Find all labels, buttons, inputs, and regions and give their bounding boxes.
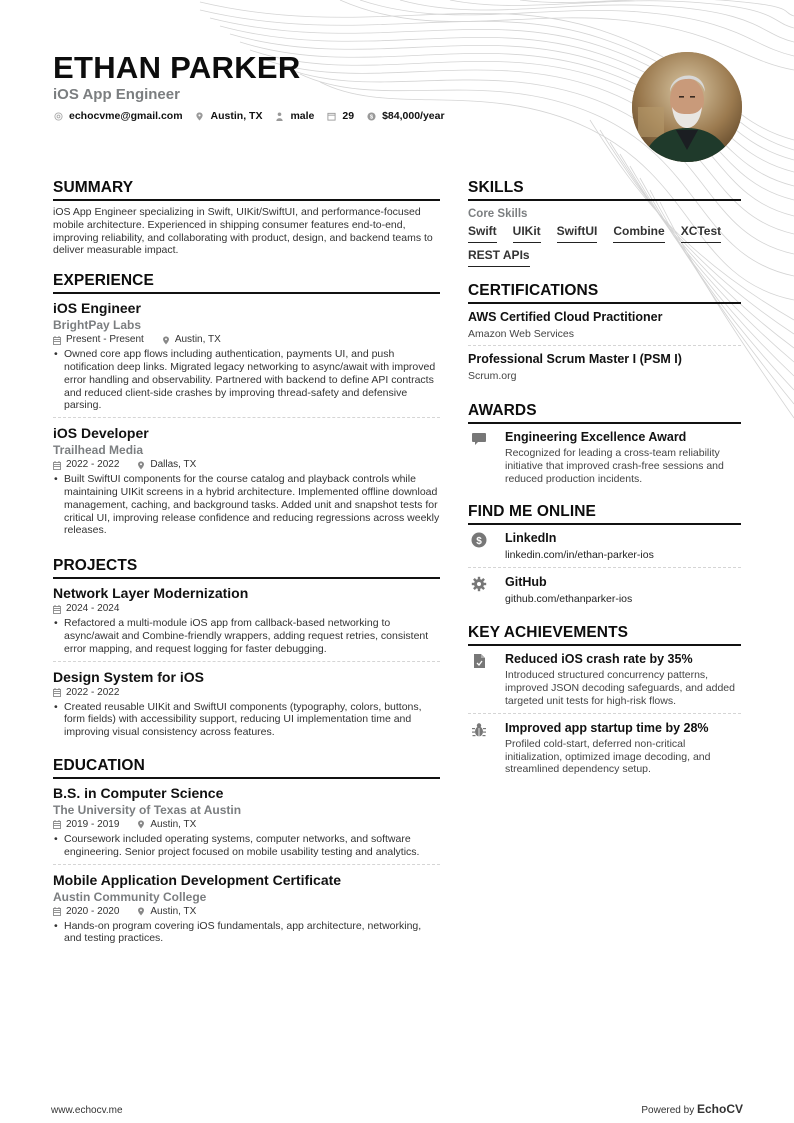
- education-section: [53, 756, 440, 950]
- education-location: Austin, TX: [150, 818, 197, 830]
- education-meta: [53, 906, 440, 918]
- speech-bubble-icon: [468, 429, 505, 485]
- gender-value: male: [290, 110, 315, 122]
- company-name: Trailhead Media: [53, 443, 144, 458]
- skill-tag: Swift: [468, 223, 497, 243]
- education-entry: [53, 784, 440, 865]
- projects-heading: PROJECTS: [53, 556, 440, 579]
- project-meta: [53, 687, 440, 699]
- summary-text: iOS App Engineer specializing in Swift, UIKit/SwiftUI, and performance-focused mobile architecture. Experienced in shipping consumer features end-to-end, improving reliability, and collaborating with product, design, and backend teams to deliver measurable impact.: [53, 206, 433, 257]
- job-location: Dallas, TX: [150, 459, 197, 471]
- job-title: iOS Engineer: [53, 300, 141, 317]
- project-entry: [53, 584, 440, 661]
- bullet-item: • Created reusable UIKit and SwiftUI components (typography, colors, buttons, form fields) with accessibility support, reducing UI implementation time and improving visual consistency across features.: [53, 701, 440, 739]
- certifications-heading: CERTIFICATIONS: [468, 281, 741, 304]
- experience-entry: [53, 299, 440, 418]
- job-meta: [53, 334, 440, 346]
- certification-entry: [468, 351, 741, 387]
- svg-text:$: $: [476, 536, 482, 548]
- project-bullets: [53, 701, 440, 739]
- achievement-description: Profiled cold-start, deferred non-critical initialization, optimized image decoding, and streamlined dependency setup.: [505, 737, 711, 776]
- awards-section: [468, 401, 741, 490]
- location-pin-icon: [137, 820, 145, 829]
- job-location: Austin, TX: [174, 334, 221, 346]
- person-icon: [274, 111, 284, 121]
- company-name: BrightPay Labs: [53, 318, 142, 333]
- powered-by-label: Powered by: [641, 1105, 695, 1116]
- online-profile-github[interactable]: [468, 574, 741, 611]
- profile-photo: [632, 52, 742, 162]
- calendar-icon: [53, 907, 61, 916]
- school-name: Austin Community College: [53, 889, 207, 904]
- calendar-icon: [326, 111, 336, 121]
- project-title: Network Layer Modernization: [53, 585, 249, 602]
- education-meta: [53, 819, 440, 831]
- project-bullets: [53, 617, 440, 655]
- right-column: [468, 178, 741, 791]
- skill-tag: Combine: [613, 223, 664, 243]
- achievement-title: Reduced iOS crash rate by 35%: [505, 652, 693, 667]
- education-heading: EDUCATION: [53, 756, 440, 779]
- education-dates: 2019 - 2019: [66, 818, 120, 830]
- education-bullets: [53, 833, 440, 859]
- at-icon: [53, 111, 63, 121]
- svg-text:$: $: [369, 114, 373, 121]
- skills-section: [468, 178, 741, 267]
- profile-url[interactable]: github.com/ethanparker-ios: [505, 593, 633, 606]
- salary-value: $84,000/year: [382, 110, 445, 122]
- bullet-item: • Owned core app flows including authentication, payments UI, and push notification deep links. Migrated legacy networking to async/await with improved error handling and observability. Partnered with backend to define API contracts and reduced client-side crashes by improving thread-safety and defensive parsing.: [53, 348, 440, 412]
- age-value: 29: [342, 110, 355, 122]
- award-title: Engineering Excellence Award: [505, 430, 687, 444]
- summary-section: [53, 178, 440, 257]
- resume-header: [53, 50, 613, 122]
- location-value: Austin, TX: [210, 110, 263, 122]
- job-dates: 2022 - 2022: [66, 459, 120, 471]
- experience-section: [53, 271, 440, 542]
- skills-heading: SKILLS: [468, 178, 741, 201]
- location-pin-icon: [137, 907, 145, 916]
- skill-tag: SwiftUI: [557, 223, 598, 243]
- meta-location: [195, 110, 263, 122]
- calendar-icon: [53, 605, 61, 614]
- candidate-title: iOS App Engineer: [53, 86, 180, 103]
- project-meta: [53, 603, 440, 615]
- calendar-icon: [53, 688, 61, 697]
- certification-issuer: Scrum.org: [468, 370, 517, 382]
- calendar-icon: [53, 820, 61, 829]
- certification-name: AWS Certified Cloud Practitioner: [468, 310, 663, 324]
- degree-title: Mobile Application Development Certificate: [53, 871, 342, 888]
- job-title: iOS Developer: [53, 425, 149, 442]
- achievement-entry: [468, 651, 741, 713]
- certification-name: Professional Scrum Master I (PSM I): [468, 352, 682, 366]
- project-entry: [53, 668, 440, 744]
- online-profile-linkedin[interactable]: [468, 530, 741, 568]
- meta-email[interactable]: [53, 110, 183, 122]
- gear-icon: [468, 574, 505, 606]
- summary-heading: SUMMARY: [53, 178, 440, 201]
- award-entry: [468, 429, 741, 490]
- location-pin-icon: [162, 336, 170, 345]
- projects-section: [53, 556, 440, 744]
- job-bullets: [53, 348, 440, 412]
- education-entry: [53, 871, 440, 951]
- dollar-circle-icon: [366, 111, 376, 121]
- bullet-item: • Built SwiftUI components for the course catalog and playback controls while maintaining UIKit screens in a hybrid architecture. Implemented offline download management, caching, and background tasks. Added unit and snapshot tests for critical UI, improving release confidence and reducing regressions across weekly releases.: [53, 473, 440, 537]
- job-dates: Present - Present: [66, 334, 144, 346]
- skills-list: [468, 223, 741, 267]
- project-dates: 2022 - 2022: [66, 686, 120, 698]
- meta-salary: [366, 110, 444, 122]
- location-pin-icon: [195, 111, 205, 121]
- online-section: [468, 502, 741, 611]
- awards-heading: AWARDS: [468, 401, 741, 424]
- online-heading: FIND ME ONLINE: [468, 502, 741, 525]
- file-check-icon: [468, 651, 505, 707]
- calendar-icon: [53, 461, 61, 470]
- skill-tag: REST APIs: [468, 247, 530, 267]
- certifications-section: [468, 281, 741, 387]
- education-bullets: [53, 920, 440, 946]
- meta-age: [326, 110, 354, 122]
- education-location: Austin, TX: [150, 905, 197, 917]
- school-name: The University of Texas at Austin: [53, 802, 242, 817]
- profile-url[interactable]: linkedin.com/in/ethan-parker-ios: [505, 549, 654, 562]
- award-description: Recognized for leading a cross-team reliability initiative that improved crash-free sessions and reduced production incidents.: [505, 447, 724, 485]
- degree-title: B.S. in Computer Science: [53, 784, 224, 801]
- location-pin-icon: [137, 461, 145, 470]
- skills-group-label: Core Skills: [468, 208, 528, 220]
- certification-issuer: Amazon Web Services: [468, 328, 575, 340]
- bullet-item: • Hands-on program covering iOS fundamentals, app architecture, networking, and testing practices.: [53, 920, 440, 946]
- calendar-icon: [53, 336, 61, 345]
- job-bullets: [53, 473, 440, 537]
- dollar-circle-icon: [468, 530, 505, 562]
- project-title: Design System for iOS: [53, 668, 204, 685]
- contact-meta: [53, 110, 613, 122]
- project-dates: 2024 - 2024: [66, 603, 120, 615]
- job-meta: [53, 459, 440, 471]
- brand-name: EchoCV: [696, 1102, 743, 1116]
- experience-entry: [53, 424, 440, 542]
- footer-powered-by[interactable]: [641, 1102, 743, 1116]
- achievements-section: [468, 623, 741, 781]
- profile-label: LinkedIn: [505, 531, 557, 546]
- skill-tag: UIKit: [513, 223, 541, 243]
- achievements-heading: KEY ACHIEVEMENTS: [468, 623, 741, 646]
- achievement-description: Introduced structured concurrency patterns, improved JSON decoding safeguards, and added targeted unit tests for high-risk flows.: [505, 669, 735, 707]
- achievement-title: Improved app startup time by 28%: [505, 720, 709, 735]
- achievement-entry: [468, 720, 741, 781]
- certification-entry: [468, 309, 741, 346]
- email-value: echocvme@gmail.com: [69, 110, 183, 122]
- candidate-name: ETHAN PARKER: [53, 50, 301, 85]
- bullet-item: • Refactored a multi-module iOS app from callback-based networking to async/await and Combine-friendly wrappers, adding request retries, consistent error mapping, and request logging for faster debugging.: [53, 617, 440, 655]
- bug-icon: [468, 720, 505, 776]
- profile-label: GitHub: [505, 575, 547, 590]
- bullet-item: • Coursework included operating systems, computer networks, and software engineering. Senior project focused on mobile usability testing and analytics.: [53, 833, 440, 859]
- meta-gender: [274, 110, 314, 122]
- skill-tag: XCTest: [681, 223, 721, 243]
- education-dates: 2020 - 2020: [66, 905, 120, 917]
- left-column: [53, 178, 440, 960]
- experience-heading: EXPERIENCE: [53, 271, 440, 294]
- footer-website[interactable]: www.echocv.me: [51, 1105, 123, 1116]
